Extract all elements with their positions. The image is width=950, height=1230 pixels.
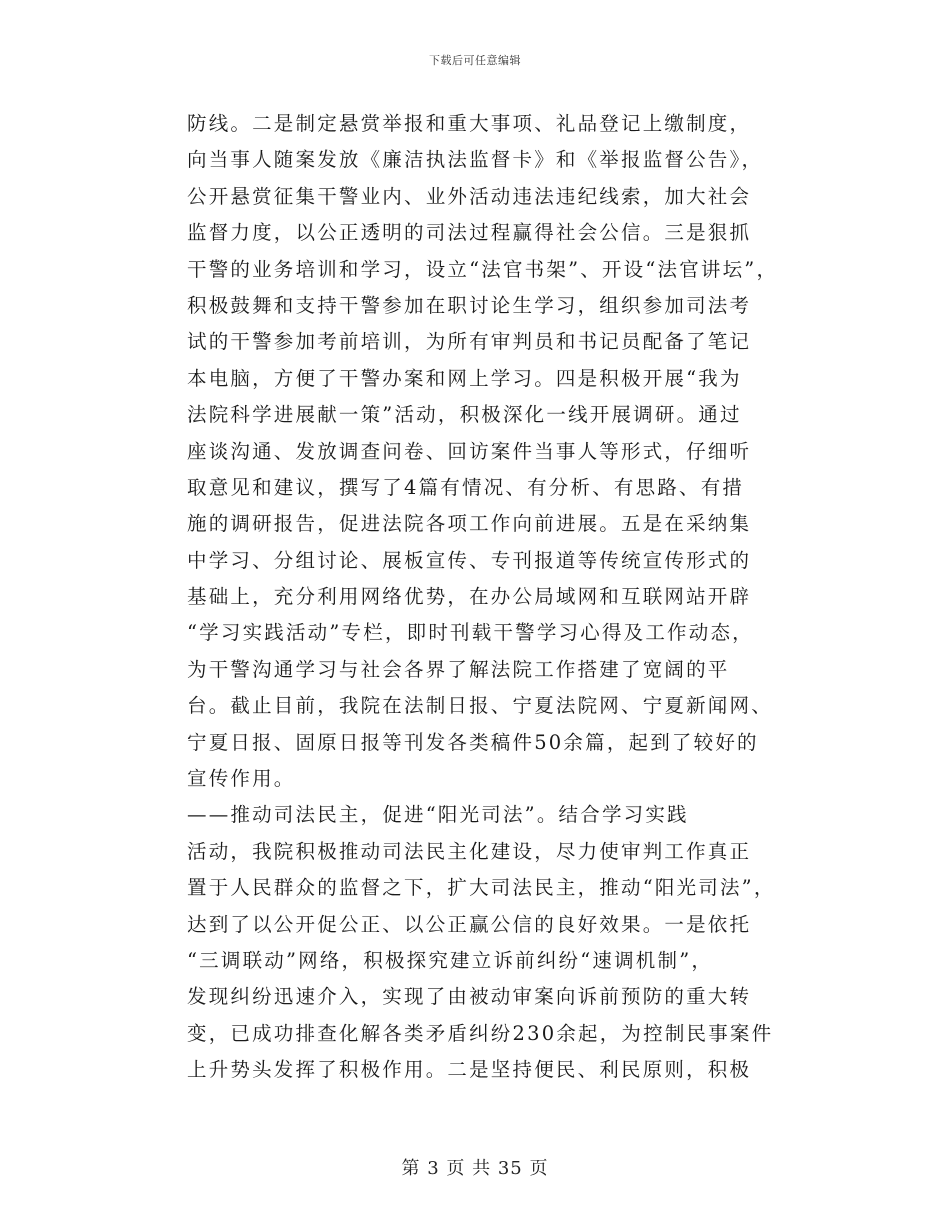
body-line: 法院科学进展献一策”活动，积极深化一线开展调研。通过 [187, 403, 742, 427]
body-line: 干警的业务培训和学习，设立“法官书架”、开设“法官讲坛”， [187, 257, 779, 281]
body-line: ——推动司法民主，促进“阳光司法”。结合学习实践 [187, 803, 689, 827]
body-line: 本电脑，方便了干警办案和网上学习。四是积极开展“我为 [187, 366, 742, 390]
body-line: 取意见和建议，撰写了4篇有情况、有分析、有思路、有措 [187, 475, 745, 499]
body-line: 防线。二是制定悬赏举报和重大事项、礼品登记上缴制度， [187, 112, 752, 135]
body-line: 宁夏日报、固原日报等刊发各类稿件50余篇，起到了较好的 [187, 730, 759, 754]
body-line: 座谈沟通、发放调查问卷、回访案件当事人等形式，仔细听 [187, 439, 752, 463]
body-line: 上升势头发挥了积极作用。二是坚持便民、利民原则，积极 [187, 1058, 752, 1082]
body-line: 达到了以公开促公正、以公正赢公信的良好效果。一是依托 [187, 912, 752, 936]
body-line: 积极鼓舞和支持干警参加在职讨论生学习，组织参加司法考 [187, 293, 752, 317]
body-line: 向当事人随案发放《廉洁执法监督卡》和《举报监督公告》， [187, 148, 764, 172]
body-line: 公开悬赏征集干警业内、业外活动违法违纪线索，加大社会 [187, 184, 752, 208]
page-footer: 第 3 页 共 35 页 [401, 1158, 549, 1179]
body-line: 基础上，充分利用网络优势，在办公局域网和互联网站开辟 [187, 585, 752, 609]
body-line: 宣传作用。 [187, 767, 296, 791]
body-line: 施的调研报告，促进法院各项工作向前进展。五是在采纳集 [187, 512, 752, 536]
body-line: 置于人民群众的监督之下，扩大司法民主，推动“阳光司法”， [187, 876, 776, 900]
body-line: “学习实践活动”专栏，即时刊载干警学习心得及工作动态， [187, 621, 754, 645]
page-header: 下载后可任意编辑 [429, 54, 521, 67]
body-line: “三调联动”网络，积极探究建立诉前纠纷“速调机制”， [187, 948, 714, 972]
body-line: 台。截止目前，我院在法制日报、宁夏法院网、宁夏新闻网、 [187, 694, 773, 718]
body-line: 为干警沟通学习与社会各界了解法院工作搭建了宽阔的平 [187, 657, 730, 681]
body-line: 试的干警参加考前培训，为所有审判员和书记员配备了笔记 [187, 330, 752, 354]
body-line: 活动，我院积极推动司法民主化建设，尽力使审判工作真正 [187, 839, 752, 863]
document-body [187, 106, 867, 1089]
body-line: 发现纠纷迅速介入，实现了由被动审案向诉前预防的重大转 [187, 985, 752, 1009]
body-line: 监督力度，以公正透明的司法过程赢得社会公信。三是狠抓 [187, 221, 752, 245]
body-line: 变，已成功排查化解各类矛盾纠纷230余起，为控制民事案件 [187, 1021, 774, 1045]
body-line: 中学习、分组讨论、展板宣传、专刊报道等传统宣传形式的 [187, 548, 752, 572]
